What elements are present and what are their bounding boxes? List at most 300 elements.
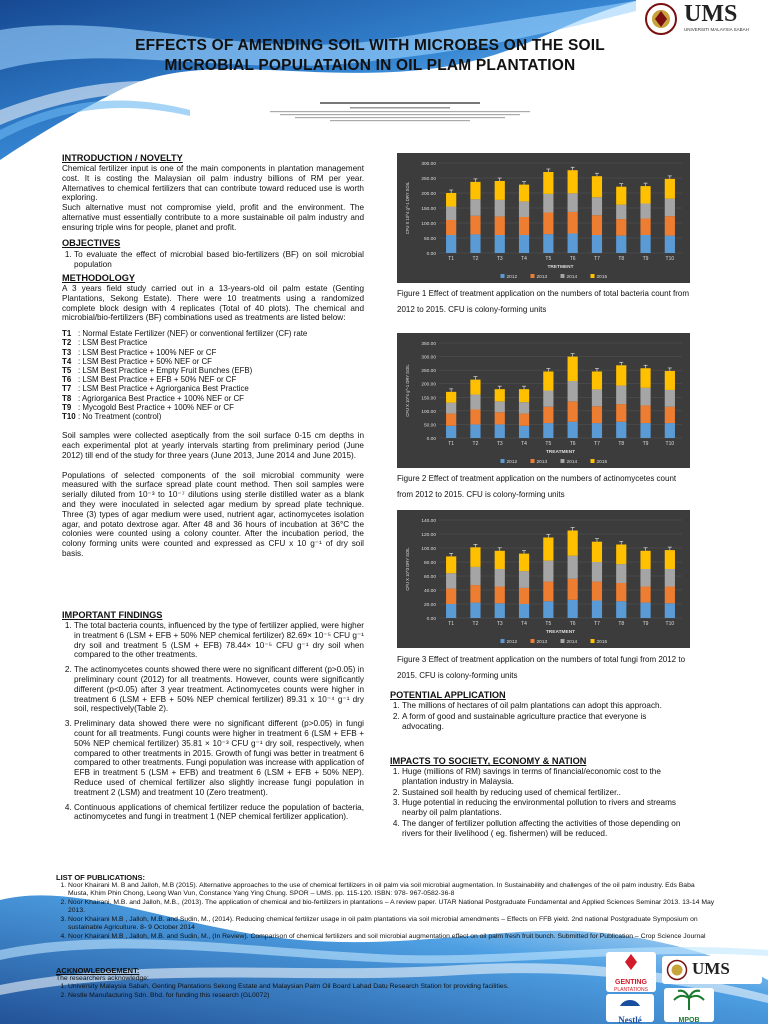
- treatment-code: T4: [62, 356, 72, 366]
- acknowledgement-item: 2. Nestle Manufacturing Sdn. Bhd. for funding this research (GL0072): [68, 992, 616, 1000]
- treatment-item: [62, 375, 364, 384]
- y-axis-label: CFU X 10^4 g^-1 DRY SOIL: [405, 364, 410, 417]
- bar-segment-2012: [543, 423, 553, 438]
- bar-segment-2014: [616, 564, 626, 583]
- bar-segment-2015: [592, 372, 602, 390]
- bar-segment-2013: [543, 582, 553, 602]
- x-tick-label: T10: [665, 621, 675, 627]
- legend-swatch: [561, 459, 565, 463]
- publication-item: 3. Noor Khairani M.B , Jalloh, M.B. and Sudin, M., (2014). Reducing chemical fertilizer usage in oil palm plantations via soil microbial amendments – Effects on FFB yield. 2nd national Postgraduate Symposium on sustainable Agriculture. 8- 9 October 2014: [68, 916, 716, 932]
- y-tick-label: 0.00: [426, 617, 436, 622]
- bar-segment-2013: [568, 579, 578, 600]
- publication-item: 2. Noor Khairani, M.B. and Jalloh, M.B., (2013). The application of chemical and bio-fertilizers in plantations – A review paper. UTAR National Postgraduate Fundamental and Applied Sciences Seminar 2013. 13-14 May 2013.: [68, 899, 716, 915]
- figure-3-caption: Figure 3 Effect of treatment application on the numbers of total fungi from 2012 to 2015. CFU is colony-forming units: [397, 655, 686, 680]
- bar-segment-2014: [519, 571, 529, 588]
- introduction-heading: INTRODUCTION / NOVELTY: [62, 153, 183, 163]
- bar-segment-2014: [592, 389, 602, 406]
- treatment-desc: : Agriorganica Best Practice + 100% NEF or CF: [78, 393, 244, 403]
- bar-segment-2015: [665, 179, 675, 199]
- bar-segment-2012: [568, 422, 578, 438]
- legend-swatch: [591, 274, 595, 278]
- bar-segment-2014: [592, 562, 602, 582]
- treatment-code: T9: [62, 402, 72, 412]
- bar-segment-2012: [446, 426, 456, 438]
- y-tick-label: 0.00: [426, 252, 436, 257]
- bar-segment-2013: [616, 583, 626, 601]
- bar-segment-2012: [446, 235, 456, 253]
- objectives-heading: OBJECTIVES: [62, 238, 121, 248]
- bar-segment-2014: [665, 199, 675, 216]
- legend-label: 2012: [506, 459, 518, 465]
- treatment-desc: : Normal Estate Fertilizer (NEF) or conventional fertilizer (CF) rate: [78, 329, 308, 339]
- bar-segment-2013: [592, 215, 602, 235]
- findings-section: [62, 610, 364, 827]
- introduction-section: [62, 153, 364, 233]
- x-tick-label: T7: [594, 441, 600, 447]
- legend-swatch: [531, 639, 535, 643]
- bar-segment-2015: [470, 547, 480, 567]
- bar-segment-2014: [495, 401, 505, 412]
- bar-segment-2015: [446, 392, 456, 403]
- impacts-heading: IMPACTS TO SOCIETY, ECONOMY & NATION: [390, 756, 587, 766]
- treatment-desc: : LSM Best Practice + Agriorganica Best Practice: [78, 384, 249, 394]
- genting-plantations-logo: [606, 952, 656, 992]
- bar-segment-2013: [446, 589, 456, 604]
- bar-segment-2012: [495, 603, 505, 618]
- methodology-paragraph-2: Soil samples were collected aseptically from the soil surface 0-15 cm depths in each experimental plot at yearly intervals starting from preliminary period (June 2012) till end of the study for three years (June 2013, June 2014 and June 2015).: [62, 431, 364, 460]
- nestle-logo-text: Nestlé: [618, 1015, 642, 1025]
- finding-item: 4. Continuous applications of chemical fertilizer reduce the population of bacteria, actinomycetes and fungi in treatment 1 (NEP chemical fertilizer application).: [74, 803, 364, 823]
- bar-segment-2015: [543, 172, 553, 194]
- ums-crest-small-icon: [666, 959, 688, 981]
- nestle-logo: [606, 994, 654, 1025]
- bar-segment-2015: [568, 357, 578, 381]
- x-tick-label: T6: [569, 256, 576, 262]
- finding-item: 3. Preliminary data showed there were no significant different (p>0.05) in fungi count for all treatments. Fungi counts were higher in treatment 6 (LSM + EFB + 50% NEP chemical fertilizer) 35.81 × 10⁻³ CFU g⁻¹ dry soil, respectively, when compared to other treatments in 2015. Growth of fungi was better in treatment 6 compared to other treatments. Fungi population was increase with application of EFB in treatment 5 (LSM + EFB) and treatment 6 (LSM + EFB + 50% NEP). Reduce used of chemical fertilizer also slightly increase fungi population in treatment 2 (LSM) and treatment 10 (Zero treatment).: [74, 719, 364, 797]
- bar-segment-2012: [519, 235, 529, 253]
- treatment-item: [62, 366, 364, 375]
- methodology-section: [62, 273, 364, 559]
- bar-segment-2014: [543, 391, 553, 407]
- bar-segment-2014: [665, 569, 675, 587]
- treatment-code: T7: [62, 384, 72, 394]
- y-axis-label: CFU X 10^3 DRY SOIL: [405, 547, 410, 591]
- x-axis-label: TREATMENT: [545, 450, 576, 455]
- impact-item: 1. Huge (millions of RM) savings in terms of financial/economic cost to the plantation industry in Malaysia.: [402, 767, 690, 787]
- publications-heading: LIST OF PUBLICATIONS:: [56, 873, 146, 882]
- bar-segment-2013: [568, 212, 578, 234]
- bar-segment-2015: [616, 187, 626, 205]
- bar-segment-2014: [543, 561, 553, 582]
- figure-1-chart: [397, 153, 690, 283]
- y-tick-label: 140.00: [421, 519, 436, 524]
- bar-segment-2015: [592, 542, 602, 562]
- title-line-2: MICROBIAL POPULATAION IN OIL PLAM PLANTATION: [164, 57, 576, 74]
- legend-swatch: [561, 274, 565, 278]
- treatment-desc: : LSM Best Practice + 50% NEF or CF: [78, 356, 212, 366]
- bar-segment-2013: [470, 585, 480, 603]
- treatment-item: [62, 394, 364, 403]
- x-tick-label: T1: [448, 441, 455, 447]
- legend-swatch: [501, 274, 505, 278]
- x-tick-label: T8: [618, 621, 625, 627]
- bar-segment-2015: [592, 176, 602, 197]
- bar-segment-2015: [665, 550, 675, 569]
- x-tick-label: T8: [618, 256, 625, 262]
- publications-section: [56, 873, 716, 942]
- bar-segment-2014: [568, 556, 578, 579]
- bar-segment-2012: [470, 234, 480, 253]
- y-tick-label: 50.00: [423, 423, 436, 429]
- ums-crest-icon: [644, 2, 678, 36]
- methodology-paragraph-1: A 3 years field study carried out in a 13-years-old oil palm estate (Genting Plantations, Sekong Estate). There were 10 treatments using a randomized complete block design with 4 replicates (Total of 40 plots). The chemical and microbial/bio-fertilizers (BF) combinations used as treatments are listed below:: [62, 284, 364, 323]
- x-tick-label: T2: [472, 621, 479, 627]
- legend-label: 2013: [536, 639, 548, 645]
- bar-segment-2015: [640, 551, 650, 569]
- bar-segment-2014: [446, 207, 456, 221]
- y-tick-label: 40.00: [423, 589, 436, 594]
- treatment-code: T8: [62, 393, 72, 403]
- objectives-list: [62, 250, 364, 270]
- bar-segment-2012: [470, 603, 480, 618]
- impacts-list: [390, 767, 690, 839]
- figure-1-caption: Figure 1 Effect of treatment application on the numbers of total bacteria count from 2012 to 2015. CFU is colony-forming units: [397, 289, 690, 314]
- bar-segment-2012: [640, 603, 650, 618]
- bar-segment-2012: [519, 604, 529, 618]
- acknowledgement-heading: ACKNOWLEDGEMENT:: [56, 966, 140, 975]
- bar-segment-2012: [568, 600, 578, 618]
- legend-swatch: [561, 639, 565, 643]
- findings-heading: IMPORTANT FINDINGS: [62, 610, 163, 620]
- bar-segment-2012: [616, 422, 626, 438]
- ums-logo-subtext: UNIVERSITI MALAYSIA SABAH: [684, 27, 749, 32]
- y-tick-label: 350.00: [421, 342, 436, 347]
- x-tick-label: T5: [545, 621, 552, 627]
- findings-list: [62, 621, 364, 822]
- acknowledgement-section: [56, 966, 616, 1001]
- bar-segment-2015: [519, 185, 529, 202]
- finding-item: 2. The actinomycetes counts showed there were no significant different (p>0.05) in preliminary count (2012) for all treatments. However, counts were significantly different (p<0.05) after 3 year treatment. Actinomycetes counts were higher in treatment 6 (LSM + EFB + 50% NEP chemical fertilizer) 89.31 x 10⁻⁴ g⁻¹ dry soil, respectively(Table 2).: [74, 665, 364, 714]
- bar-segment-2012: [640, 235, 650, 253]
- bar-segment-2013: [640, 587, 650, 603]
- bar-segment-2015: [495, 551, 505, 569]
- introduction-paragraph-2: Such alternative must not compromise yield, profit and the environment. The alternative must essentially contribute to a more sustainable oil palm industry and ensuring triple wins for people, planet and profit.: [62, 203, 364, 232]
- y-tick-label: 100.00: [421, 409, 436, 415]
- impact-item: 2. Sustained soil health by reducing used of chemical fertilizer..: [402, 788, 690, 798]
- x-tick-label: T2: [472, 441, 479, 447]
- x-tick-label: T4: [521, 621, 527, 627]
- bar-segment-2014: [592, 197, 602, 215]
- bar-segment-2015: [640, 186, 650, 203]
- bar-segment-2014: [519, 402, 529, 413]
- legend-swatch: [501, 639, 505, 643]
- legend-label: 2012: [506, 274, 518, 280]
- treatment-item: [62, 338, 364, 347]
- acknowledgement-intro: The researchers acknowledge:: [56, 975, 149, 982]
- bar-segment-2013: [519, 588, 529, 604]
- legend-label: 2014: [566, 274, 578, 280]
- bar-segment-2012: [568, 234, 578, 254]
- x-tick-label: T3: [496, 256, 503, 262]
- x-tick-label: T8: [618, 441, 625, 447]
- bar-segment-2012: [592, 235, 602, 253]
- treatment-item: [62, 348, 364, 357]
- bar-segment-2013: [519, 217, 529, 235]
- x-tick-label: T9: [642, 621, 649, 627]
- mpob-logo-text: MPOB: [678, 1017, 700, 1024]
- legend-swatch: [591, 639, 595, 643]
- x-tick-label: T2: [472, 256, 479, 262]
- treatment-desc: : LSM Best Practice + 100% NEF or CF: [78, 347, 217, 357]
- bar-segment-2014: [495, 200, 505, 217]
- treatment-item: [62, 329, 364, 338]
- legend-swatch: [591, 459, 595, 463]
- treatment-desc: : LSM Best Practice: [78, 338, 148, 348]
- methodology-heading: METHODOLOGY: [62, 273, 135, 283]
- bar-segment-2012: [592, 601, 602, 619]
- legend-label: 2015: [596, 459, 608, 465]
- ums-sponsor-logo: [662, 956, 762, 984]
- publication-item: 1. Noor Khairani M. B and Jalloh, M.B (2015). Alternative approaches to the use of chemical fertilizers in oil palm via soil microbial augmentation. In Sustainability and challenges of the oil palm industry. Eds Baba Musta, Khim Phin Chong, Leong Wan Vun, Constance Yang Ying Chung. SPOR – UMS. pp. 115-120. ISBN: 978- 967-0582-36-8: [68, 882, 716, 898]
- treatment-list: [62, 329, 364, 421]
- title-line-1: EFFECTS OF AMENDING SOIL WITH MICROBES ON THE SOIL: [135, 37, 605, 54]
- y-tick-label: 200.00: [421, 382, 436, 388]
- legend-label: 2015: [596, 639, 608, 645]
- y-tick-label: 150.00: [421, 207, 436, 212]
- introduction-paragraph-1: Chemical fertilizer input is one of the main components in plantation management cost. It is costing the Malaysian oil palm industry billions of RM per year. Alternatives to chemical fertilizers that can contribute toward reduced use is worth exploring.: [62, 164, 364, 203]
- y-tick-label: 100.00: [421, 547, 436, 552]
- bar-segment-2013: [519, 414, 529, 426]
- potential-item: 1. The millions of hectares of oil palm plantations can adopt this approach.: [402, 701, 690, 711]
- ums-logo: [636, 0, 768, 38]
- treatment-desc: : LSM Best Practice + Empty Fruit Bunches (EFB): [78, 366, 253, 375]
- legend-swatch: [531, 274, 535, 278]
- y-tick-label: 80.00: [423, 561, 436, 566]
- ums-logo-text: UMS: [684, 1, 738, 27]
- bar-segment-2014: [640, 569, 650, 587]
- treatment-desc: : No Treatment (control): [78, 412, 162, 422]
- legend-label: 2013: [536, 274, 548, 280]
- bar-segment-2012: [470, 424, 480, 438]
- x-tick-label: T6: [569, 441, 576, 447]
- bar-segment-2014: [665, 390, 675, 407]
- bar-segment-2012: [495, 424, 505, 438]
- treatment-desc: : Mycogold Best Practice + 100% NEF or CF: [78, 402, 234, 412]
- bar-segment-2014: [616, 386, 626, 404]
- x-axis-label: TREATMENT: [545, 630, 576, 635]
- bar-segment-2013: [616, 404, 626, 422]
- bar-segment-2012: [616, 236, 626, 253]
- bar-segment-2014: [640, 204, 650, 219]
- bar-segment-2013: [665, 587, 675, 604]
- x-tick-label: T3: [496, 621, 503, 627]
- y-tick-label: 20.00: [423, 603, 436, 608]
- mpob-palm-icon: [664, 988, 714, 1012]
- x-tick-label: T7: [594, 621, 600, 627]
- x-tick-label: T1: [448, 621, 455, 627]
- bar-segment-2015: [446, 193, 456, 207]
- y-tick-label: 120.00: [421, 533, 436, 538]
- bar-segment-2012: [543, 234, 553, 253]
- bar-segment-2015: [470, 182, 480, 199]
- bar-segment-2012: [446, 604, 456, 618]
- potential-application-heading: POTENTIAL APPLICATION: [390, 690, 506, 700]
- y-tick-label: 0.00: [426, 437, 436, 442]
- impact-item: 3. Huge potential in reducing the environmental pollution to rivers and streams nearby oil palm plantations.: [402, 798, 690, 818]
- legend-label: 2014: [566, 459, 578, 465]
- bar-segment-2015: [665, 371, 675, 390]
- bar-segment-2014: [616, 205, 626, 219]
- methodology-paragraph-3: Populations of selected components of the soil microbial community were measured with the surface spread plate count method. Then soil samples were serially diluted from 10⁻³ to 10⁻⁷ dilutions using sterile distilled water as a blank and they were inoculated in selected agar medium by spread plate technique. Three (3) types of agar medium were used, nutrient agar, actinomycetes isolation agar, and potato dextrose agar. After 48 and 36 hours of incubation at 36°C the colonies were counted using a colony counter. After the incubation period, the colony forming units were counted and expressed as CFU x 10 g⁻¹ of dry soil basis.: [62, 470, 364, 558]
- y-axis-label: CFU X 10^4 g^-1 DRY SOIL: [405, 181, 410, 235]
- x-tick-label: T10: [665, 441, 675, 447]
- legend-label: 2012: [506, 639, 518, 645]
- bar-segment-2012: [519, 426, 529, 438]
- y-tick-label: 250.00: [421, 369, 436, 375]
- bar-segment-2013: [640, 405, 650, 423]
- bar-segment-2013: [665, 407, 675, 423]
- treatment-code: T5: [62, 366, 72, 375]
- y-tick-label: 60.00: [423, 575, 436, 580]
- figure-3-chart: [397, 510, 690, 648]
- treatment-code: T3: [62, 347, 72, 357]
- y-tick-label: 50.00: [423, 237, 436, 242]
- y-tick-label: 200.00: [421, 192, 436, 197]
- bar-segment-2013: [470, 410, 480, 425]
- bar-segment-2013: [446, 414, 456, 426]
- acknowledgement-item: 1. University Malaysia Sabah, Genting Plantations Sekong Estate and Malaysian Palm Oil Board Lahad Datu Research Station for providing facilities.: [68, 983, 616, 991]
- treatment-desc: : LSM Best Practice + EFB + 50% NEF or CF: [78, 375, 237, 385]
- bar-segment-2015: [495, 181, 505, 200]
- bar-segment-2013: [495, 587, 505, 604]
- legend-swatch: [531, 459, 535, 463]
- bar-segment-2012: [640, 423, 650, 438]
- bar-segment-2015: [616, 545, 626, 565]
- bar-segment-2014: [568, 381, 578, 401]
- bar-segment-2012: [543, 601, 553, 618]
- y-tick-label: 150.00: [421, 396, 436, 402]
- mpob-logo: [664, 988, 714, 1022]
- publication-item: 4. Noor Khairani M.B , Jalloh, M.B. and Sudin, M., (In Review). Comparison of chemical fertilizers and soil microbial augmentation effect on oil palm fresh fruit bunch. Submitted for Publication – Crop Science Journal: [68, 933, 716, 941]
- bar-segment-2014: [495, 569, 505, 587]
- genting-logo-subtext: PLANTATIONS: [614, 987, 648, 993]
- bar-segment-2014: [519, 201, 529, 217]
- bar-segment-2015: [519, 389, 529, 402]
- treatment-code: T10: [62, 412, 76, 422]
- y-tick-label: 100.00: [421, 222, 436, 227]
- bar-segment-2012: [665, 236, 675, 253]
- objectives-section: [62, 238, 364, 275]
- objective-item: 1. To evaluate the effect of microbial based bio-fertilizers (BF) on soil microbial population: [74, 250, 364, 270]
- x-axis-label: TRETMENT: [547, 265, 574, 270]
- impacts-section: [390, 756, 690, 840]
- y-tick-label: 250.00: [421, 177, 436, 182]
- bar-segment-2012: [665, 423, 675, 438]
- x-tick-label: T5: [545, 256, 552, 262]
- treatment-item: [62, 412, 364, 421]
- legend-label: 2015: [596, 274, 608, 280]
- fungi-stacked-bar-chart: [397, 510, 690, 648]
- bar-segment-2012: [495, 235, 505, 253]
- x-tick-label: T1: [448, 256, 455, 262]
- nestle-nest-icon: [606, 994, 654, 1010]
- bar-segment-2014: [568, 193, 578, 212]
- bar-segment-2015: [495, 389, 505, 401]
- x-tick-label: T9: [642, 441, 649, 447]
- potential-item: 2. A form of good and sustainable agriculture practice that everyone is advocating.: [402, 712, 690, 732]
- bar-segment-2014: [470, 199, 480, 216]
- legend-swatch: [501, 459, 505, 463]
- author-affiliation-block: [250, 100, 550, 127]
- impact-item: 4. The danger of fertilizer pollution affecting the activities of those depending on rivers for their livelihood ( eg. fishermen) will be reduced.: [402, 819, 690, 839]
- bar-segment-2014: [446, 573, 456, 588]
- treatment-item: [62, 384, 364, 393]
- bar-segment-2015: [519, 554, 529, 572]
- legend-label: 2014: [566, 639, 578, 645]
- bar-segment-2012: [616, 601, 626, 618]
- bar-segment-2013: [470, 216, 480, 235]
- acknowledgement-list: [56, 983, 616, 1000]
- poster-title: [60, 36, 680, 76]
- x-tick-label: T6: [569, 621, 576, 627]
- bar-segment-2013: [616, 219, 626, 236]
- bar-segment-2013: [592, 406, 602, 423]
- x-tick-label: T4: [521, 441, 527, 447]
- bar-segment-2015: [543, 372, 553, 391]
- y-tick-label: 300.00: [421, 162, 436, 167]
- bar-segment-2015: [543, 538, 553, 561]
- bar-segment-2014: [446, 403, 456, 414]
- bar-segment-2013: [640, 219, 650, 236]
- treatment-item: [62, 357, 364, 366]
- x-tick-label: T7: [594, 256, 600, 262]
- genting-logo-text: GENTING: [615, 979, 647, 986]
- bar-segment-2015: [568, 531, 578, 556]
- genting-emblem-icon: [606, 952, 656, 974]
- bar-segment-2013: [495, 216, 505, 235]
- actinomycetes-stacked-bar-chart: [397, 333, 690, 468]
- bar-segment-2014: [470, 395, 480, 410]
- bar-segment-2013: [446, 220, 456, 235]
- x-tick-label: T10: [665, 256, 675, 262]
- y-tick-label: 300.00: [421, 355, 436, 361]
- potential-application-list: [390, 701, 690, 731]
- bar-segment-2012: [592, 423, 602, 438]
- treatment-code: T1: [62, 329, 72, 339]
- ums-sponsor-logo-text: UMS: [692, 959, 730, 978]
- bar-segment-2014: [543, 194, 553, 213]
- treatment-item: [62, 403, 364, 412]
- bar-segment-2015: [470, 380, 480, 395]
- bar-segment-2013: [543, 213, 553, 235]
- bar-segment-2014: [470, 567, 480, 585]
- bar-segment-2012: [665, 603, 675, 618]
- bar-segment-2015: [446, 556, 456, 573]
- legend-label: 2013: [536, 459, 548, 465]
- bacteria-stacked-bar-chart: [397, 153, 690, 283]
- bar-segment-2013: [543, 407, 553, 423]
- publications-list: [56, 882, 716, 941]
- finding-item: 1. The total bacteria counts, influenced by the type of fertilizer applied, were higher in treatment 6 (LSM + EFB + 50% NEP chemical fertilizer) 82.69× 10⁻⁵ CFU g⁻¹ dry soil and treatment 5 (LSM + EFB) 78.44× 10⁻⁵ CFU g⁻¹ dry soil when compared to the other treatments.: [74, 621, 364, 660]
- figure-2-chart: [397, 333, 690, 468]
- bar-segment-2013: [568, 401, 578, 421]
- potential-application-section: [390, 690, 690, 732]
- treatment-code: T6: [62, 375, 72, 385]
- bar-segment-2014: [640, 388, 650, 406]
- bar-segment-2015: [568, 170, 578, 193]
- bar-segment-2013: [592, 582, 602, 601]
- x-tick-label: T3: [496, 441, 503, 447]
